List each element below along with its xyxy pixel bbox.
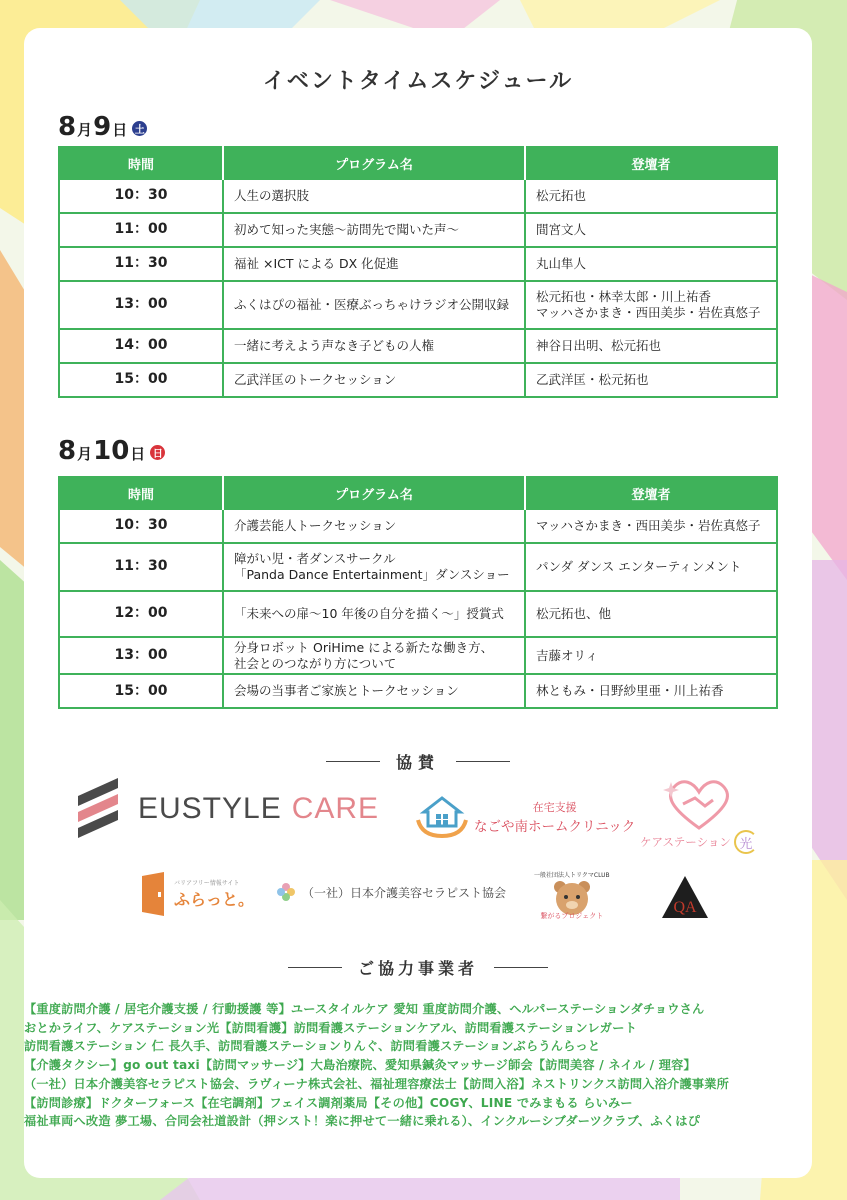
- column-header-program: プログラム名: [223, 477, 525, 509]
- program-cell: 一緒に考えよう声なき子どもの人権: [223, 329, 525, 363]
- schedule-table-day1: [58, 146, 778, 398]
- speakers-cell: 松元拓也・林幸太郎・川上祐香 マッハさかまき・西田美歩・岩佐真悠子: [525, 281, 777, 329]
- day1-heading: 8 月 9 日 土: [58, 112, 147, 142]
- day2-heading: 8 月 10 日 日: [58, 436, 165, 466]
- schedule-row: [59, 281, 777, 329]
- speakers-cell: 間宮文人: [525, 213, 777, 247]
- divider: [494, 967, 548, 968]
- trikuma-org-name: 一般社団法人トリクマCLUB: [534, 872, 610, 879]
- program-cell: 障がい児・者ダンスサークル 「Panda Dance Entertainment」ダンスショー: [223, 543, 525, 591]
- time-cell: 11：00: [59, 213, 223, 247]
- divider: [456, 761, 510, 762]
- cooperation-line: 【重度訪問介護 / 居宅介護支援 / 行動援護 等】ユースタイルケア 愛知 重度訪問介護、ヘルパーステーションダチョウさん: [24, 1002, 705, 1016]
- page-title: イベントタイムスケジュール: [262, 69, 574, 94]
- furatto-logo: [140, 870, 254, 918]
- schedule-row: [59, 637, 777, 674]
- time-cell: 14：00: [59, 329, 223, 363]
- speakers-cell: マッハさかまき・西田美歩・岩佐真悠子: [525, 509, 777, 543]
- cooperation-line: 福祉車両へ改造 夢工場、合同会社道設計（押シスト！楽に押せて一緒に乗れる）、インクルーシブダーツクラブ、ふくはぴ: [24, 1114, 700, 1129]
- column-header-program: プログラム名: [223, 147, 525, 179]
- time-cell: 13：00: [59, 637, 223, 674]
- eustyle-care-logo: [78, 778, 379, 840]
- schedule-row: [59, 329, 777, 363]
- program-cell: 初めて知った実態～訪問先で聞いた声～: [223, 213, 525, 247]
- cooperation-heading-text: ご協力事業者: [357, 959, 478, 978]
- program-cell: 会場の当事者ご家族とトークセッション: [223, 674, 525, 708]
- schedule-row: [59, 509, 777, 543]
- cooperating-businesses-list: [24, 1000, 812, 1131]
- trikuma-project: 繋がるプロジェクト: [540, 912, 604, 920]
- schedule-row: [59, 363, 777, 397]
- clover-icon: [276, 882, 296, 902]
- cooperation-line: 【介護タクシー】go out taxi【訪問マッサージ】大島治療院、愛知県鍼灸マッサージ師会【訪問美容 / ネイル / 理容】: [24, 1058, 696, 1073]
- program-cell: 「未来への扉～10 年後の自分を描く～」授賞式: [223, 591, 525, 637]
- time-cell: 15：00: [59, 674, 223, 708]
- qa-triangle-icon: [662, 876, 708, 918]
- care-station-hikari-logo: [640, 778, 758, 854]
- table-header-row: [59, 477, 777, 509]
- speakers-cell: 林ともみ・日野紗里亜・川上祐香: [525, 674, 777, 708]
- speakers-cell: 神谷日出明、松元拓也: [525, 329, 777, 363]
- column-header-time: 時間: [59, 477, 223, 509]
- program-cell: 分身ロボット OriHime による新たな働き方、 社会とのつながり方について: [223, 637, 525, 674]
- speakers-cell: 吉藤オリィ: [525, 637, 777, 674]
- qa-logo: [662, 876, 708, 918]
- schedule-row: [59, 179, 777, 213]
- cooperation-heading: [24, 956, 812, 979]
- eustyle-word: EUSTYLE: [138, 792, 282, 825]
- trikuma-club-logo: [534, 870, 610, 921]
- speakers-cell: 松元拓也、他: [525, 591, 777, 637]
- time-cell: 11：30: [59, 247, 223, 281]
- heart-handshake-icon: [661, 778, 737, 832]
- schedule-row: [59, 247, 777, 281]
- door-icon: [140, 870, 170, 918]
- hikari-moon-icon: [734, 830, 758, 854]
- schedule-card: [24, 28, 812, 1178]
- speakers-cell: パンダ ダンス エンターティンメント: [525, 543, 777, 591]
- time-cell: 13：00: [59, 281, 223, 329]
- sponsors-heading: [24, 750, 812, 773]
- qa-text: QA: [673, 899, 697, 916]
- sponsors-heading-text: 協賛: [395, 753, 440, 772]
- speakers-cell: 丸山隼人: [525, 247, 777, 281]
- program-cell: ふくはぴの福祉・医療ぶっちゃけラジオ公開収録: [223, 281, 525, 329]
- program-cell: 乙武洋匡のトークセッション: [223, 363, 525, 397]
- schedule-row: [59, 213, 777, 247]
- divider: [288, 967, 342, 968]
- time-cell: 10：30: [59, 179, 223, 213]
- clinic-subtitle: 在宅支援: [532, 801, 577, 814]
- program-cell: 介護芸能人トークセッション: [223, 509, 525, 543]
- column-header-time: 時間: [59, 147, 223, 179]
- column-header-speakers: 登壇者: [525, 147, 777, 179]
- hikari-char: 光: [739, 836, 753, 852]
- cooperation-line: （一社）日本介護美容セラピスト協会、ラヴィーナ株式会社、福祉理容療法士【訪問入浴】ネストリンクス訪問入浴介護事業所: [24, 1076, 729, 1091]
- eustyle-stripes-icon: [78, 778, 124, 840]
- speakers-cell: 乙武洋匡・松元拓也: [525, 363, 777, 397]
- house-hands-icon: [416, 796, 468, 838]
- schedule-table-day2: [58, 476, 778, 709]
- weekday-badge-sat: 土: [132, 121, 147, 136]
- cooperation-line: 訪問看護ステーション 仁 長久手、訪問看護ステーションりんぐ、訪問看護ステーションぶらうんらっと: [24, 1039, 601, 1054]
- time-cell: 12：00: [59, 591, 223, 637]
- cooperation-line: 【訪問診療】ドクターフォース【在宅調剤】フェイス調剤薬局【その他】COGY、LINE でみまもる らいみー: [24, 1095, 633, 1110]
- schedule-row: [59, 591, 777, 637]
- table-header-row: [59, 147, 777, 179]
- program-cell: 人生の選択肢: [223, 179, 525, 213]
- speakers-cell: 松元拓也: [525, 179, 777, 213]
- clinic-name: なごや南ホームクリニック: [474, 819, 636, 835]
- time-cell: 10：30: [59, 509, 223, 543]
- schedule-row: [59, 543, 777, 591]
- furatto-name: ふらっと。: [174, 890, 255, 909]
- care-beauty-therapist-association-logo: [276, 882, 506, 902]
- nagoya-minami-clinic-logo: [416, 796, 635, 838]
- furatto-subtitle: バリアフリー情報サイト: [174, 880, 240, 887]
- care-station-label: ケアステーション: [640, 835, 731, 849]
- cooperation-line: おとかライフ、ケアステーション光【訪問看護】訪問看護ステーションケアル、訪問看護ステーションレガート: [24, 1020, 637, 1035]
- program-cell: 福祉 ×ICT による DX 化促進: [223, 247, 525, 281]
- care-word: CARE: [291, 792, 380, 825]
- time-cell: 11：30: [59, 543, 223, 591]
- association-name: （一社）日本介護美容セラピスト協会: [302, 885, 507, 900]
- divider: [326, 761, 380, 762]
- schedule-row: [59, 674, 777, 708]
- time-cell: 15：00: [59, 363, 223, 397]
- weekday-badge-sun: 日: [150, 445, 165, 460]
- column-header-speakers: 登壇者: [525, 477, 777, 509]
